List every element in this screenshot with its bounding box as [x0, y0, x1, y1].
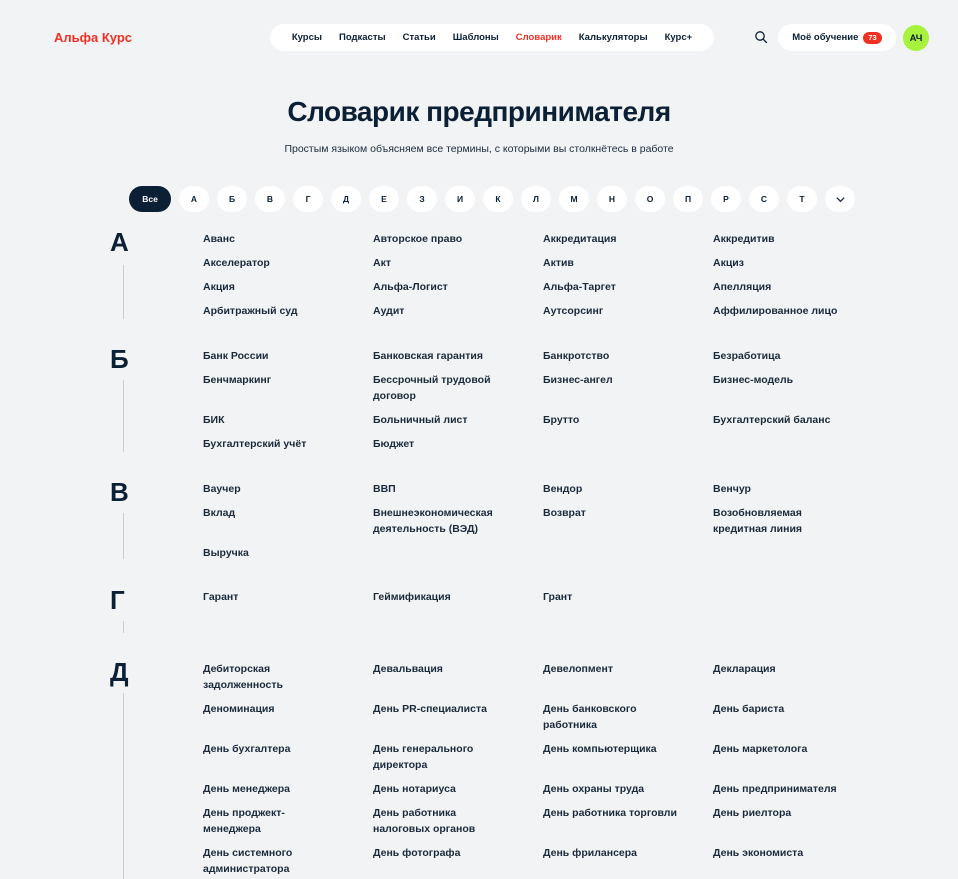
- letter-filter-e[interactable]: Е: [369, 186, 399, 212]
- term-link[interactable]: Банкротство: [543, 350, 610, 362]
- term-link[interactable]: Девальвация: [373, 663, 443, 675]
- letter-filter-d[interactable]: Д: [331, 186, 361, 212]
- section-divider: [123, 265, 124, 319]
- letter-filter-all[interactable]: Все: [129, 186, 171, 212]
- letter-filter-k[interactable]: К: [483, 186, 513, 212]
- letter-filter-p[interactable]: П: [673, 186, 703, 212]
- section-letter: Д: [110, 657, 129, 687]
- term-link[interactable]: Декларация: [713, 663, 776, 675]
- term-link[interactable]: День проджект-менеджера: [203, 807, 285, 835]
- term-link[interactable]: Брутто: [543, 414, 580, 426]
- nav-item-templates[interactable]: Шаблоны: [452, 32, 499, 43]
- term-link[interactable]: День банковского работника: [543, 703, 637, 731]
- term-link[interactable]: День нотариуса: [373, 783, 456, 795]
- term-link[interactable]: День генерального директора: [373, 743, 474, 771]
- main-nav: [270, 24, 714, 51]
- letter-filter-i[interactable]: И: [445, 186, 475, 212]
- term-link[interactable]: День бариста: [713, 703, 785, 715]
- term-link[interactable]: День бухгалтера: [203, 743, 291, 755]
- term-link[interactable]: Апелляция: [713, 281, 772, 293]
- search-icon[interactable]: [754, 30, 768, 44]
- term-link[interactable]: День фрилансера: [543, 847, 638, 859]
- term-link[interactable]: Возврат: [543, 507, 586, 519]
- term-link[interactable]: Аккредитив: [713, 233, 775, 245]
- term-link[interactable]: Аудит: [373, 305, 405, 317]
- letter-filter-g[interactable]: Г: [293, 186, 323, 212]
- letter-filter-b[interactable]: Б: [217, 186, 247, 212]
- section-divider: [123, 693, 124, 879]
- letter-filter-a[interactable]: А: [179, 186, 209, 212]
- my-learning-button[interactable]: [778, 24, 896, 51]
- logo[interactable]: Альфа Курс: [54, 30, 133, 45]
- nav-item-course-plus[interactable]: Курс+: [664, 32, 693, 43]
- section-divider: [123, 380, 124, 452]
- letter-filter-r[interactable]: Р: [711, 186, 741, 212]
- term-link[interactable]: Бенчмаркинг: [203, 374, 272, 386]
- section-divider: [123, 621, 124, 633]
- nav-item-articles[interactable]: Статьи: [402, 32, 436, 43]
- letter-filter-o[interactable]: О: [635, 186, 665, 212]
- avatar[interactable]: АЧ: [903, 25, 929, 51]
- letter-filter-l[interactable]: Л: [521, 186, 551, 212]
- term-link[interactable]: БИК: [203, 414, 225, 426]
- page-title: Словарик предпринимателя: [287, 96, 671, 127]
- term-link[interactable]: Внешнеэкономическая деятельность (ВЭД): [373, 507, 493, 535]
- term-link[interactable]: День системного администратора: [203, 847, 293, 875]
- nav-item-calculators[interactable]: Калькуляторы: [578, 32, 648, 43]
- letter-filter-s[interactable]: С: [749, 186, 779, 212]
- term-link[interactable]: Бухгалтерский баланс: [713, 414, 831, 426]
- page-subtitle: Простым языком объясняем все термины, с которыми вы столкнётесь в работе: [284, 143, 674, 155]
- term-link[interactable]: День работника торговли: [543, 807, 677, 819]
- section-divider: [123, 513, 124, 559]
- term-link[interactable]: Дебиторская задолженность: [203, 663, 283, 691]
- term-link[interactable]: День экономиста: [713, 847, 804, 859]
- letter-filter-more[interactable]: [825, 186, 855, 212]
- section-letter: Г: [110, 585, 125, 615]
- term-link[interactable]: Акциз: [713, 257, 744, 269]
- notification-badge: 73: [863, 32, 881, 44]
- letter-filter-z[interactable]: З: [407, 186, 437, 212]
- term-link[interactable]: День работника налоговых органов: [373, 807, 476, 835]
- term-link[interactable]: Актив: [543, 257, 574, 269]
- letter-filter-t[interactable]: Т: [787, 186, 817, 212]
- term-link[interactable]: ВВП: [373, 483, 396, 495]
- term-link[interactable]: Больничный лист: [373, 414, 468, 426]
- letter-filter-n[interactable]: Н: [597, 186, 627, 212]
- term-link[interactable]: Аутсорсинг: [543, 305, 604, 317]
- term-link[interactable]: Арбитражный суд: [203, 305, 298, 317]
- term-link[interactable]: Акселератор: [203, 257, 270, 269]
- term-link[interactable]: Выручка: [203, 547, 249, 559]
- term-link[interactable]: Возобновляемая кредитная линия: [713, 507, 803, 535]
- chevron-down-icon: [835, 194, 846, 205]
- term-link[interactable]: Вендор: [543, 483, 583, 495]
- term-link[interactable]: День PR-специалиста: [373, 703, 487, 715]
- term-link[interactable]: Аффилированное лицо: [713, 305, 838, 317]
- term-link[interactable]: Вклад: [203, 507, 236, 519]
- term-link[interactable]: Аванс: [203, 233, 235, 245]
- term-link[interactable]: Авторское право: [373, 233, 463, 245]
- term-link[interactable]: Бизнес-модель: [713, 374, 794, 386]
- term-link[interactable]: Грант: [543, 591, 573, 603]
- term-link[interactable]: Альфа-Таргет: [543, 281, 616, 293]
- term-link[interactable]: Бухгалтерский учёт: [203, 438, 307, 450]
- term-link[interactable]: Банк России: [203, 350, 269, 362]
- section-letter: В: [110, 477, 129, 507]
- term-link[interactable]: Аккредитация: [543, 233, 617, 245]
- term-link[interactable]: День менеджера: [203, 783, 291, 795]
- term-link[interactable]: День маркетолога: [713, 743, 808, 755]
- term-link[interactable]: День компьютерщика: [543, 743, 657, 755]
- term-link[interactable]: Ваучер: [203, 483, 241, 495]
- term-link[interactable]: Акция: [203, 281, 235, 293]
- term-link[interactable]: Деноминация: [203, 703, 275, 715]
- term-link[interactable]: Банковская гарантия: [373, 350, 483, 362]
- nav-item-courses[interactable]: Курсы: [291, 32, 322, 43]
- section-letter: Б: [110, 344, 129, 374]
- term-link[interactable]: День предпринимателя: [713, 783, 837, 795]
- term-link[interactable]: Бессрочный трудовой договор: [373, 374, 491, 402]
- term-link[interactable]: Бюджет: [373, 438, 415, 450]
- term-link[interactable]: День риелтора: [713, 807, 792, 819]
- term-link[interactable]: Венчур: [713, 483, 751, 495]
- my-learning-label: Моё обучение: [792, 32, 859, 43]
- nav-item-podcasts[interactable]: Подкасты: [338, 32, 386, 43]
- letter-filter-v[interactable]: В: [255, 186, 285, 212]
- term-link[interactable]: Акт: [373, 257, 391, 269]
- term-link[interactable]: День фотографа: [373, 847, 461, 859]
- letter-filter: [129, 186, 855, 212]
- section-letter: А: [110, 227, 129, 257]
- nav-item-glossary[interactable]: Словарик: [515, 32, 562, 43]
- letter-filter-m[interactable]: М: [559, 186, 589, 212]
- term-link[interactable]: Безработица: [713, 350, 781, 362]
- term-link[interactable]: Гарант: [203, 591, 239, 603]
- term-link[interactable]: Геймификация: [373, 591, 451, 603]
- term-link[interactable]: Бизнес-ангел: [543, 374, 613, 386]
- term-link[interactable]: Альфа-Логист: [373, 281, 448, 293]
- term-link[interactable]: Девелопмент: [543, 663, 613, 675]
- term-link[interactable]: День охраны труда: [543, 783, 645, 795]
